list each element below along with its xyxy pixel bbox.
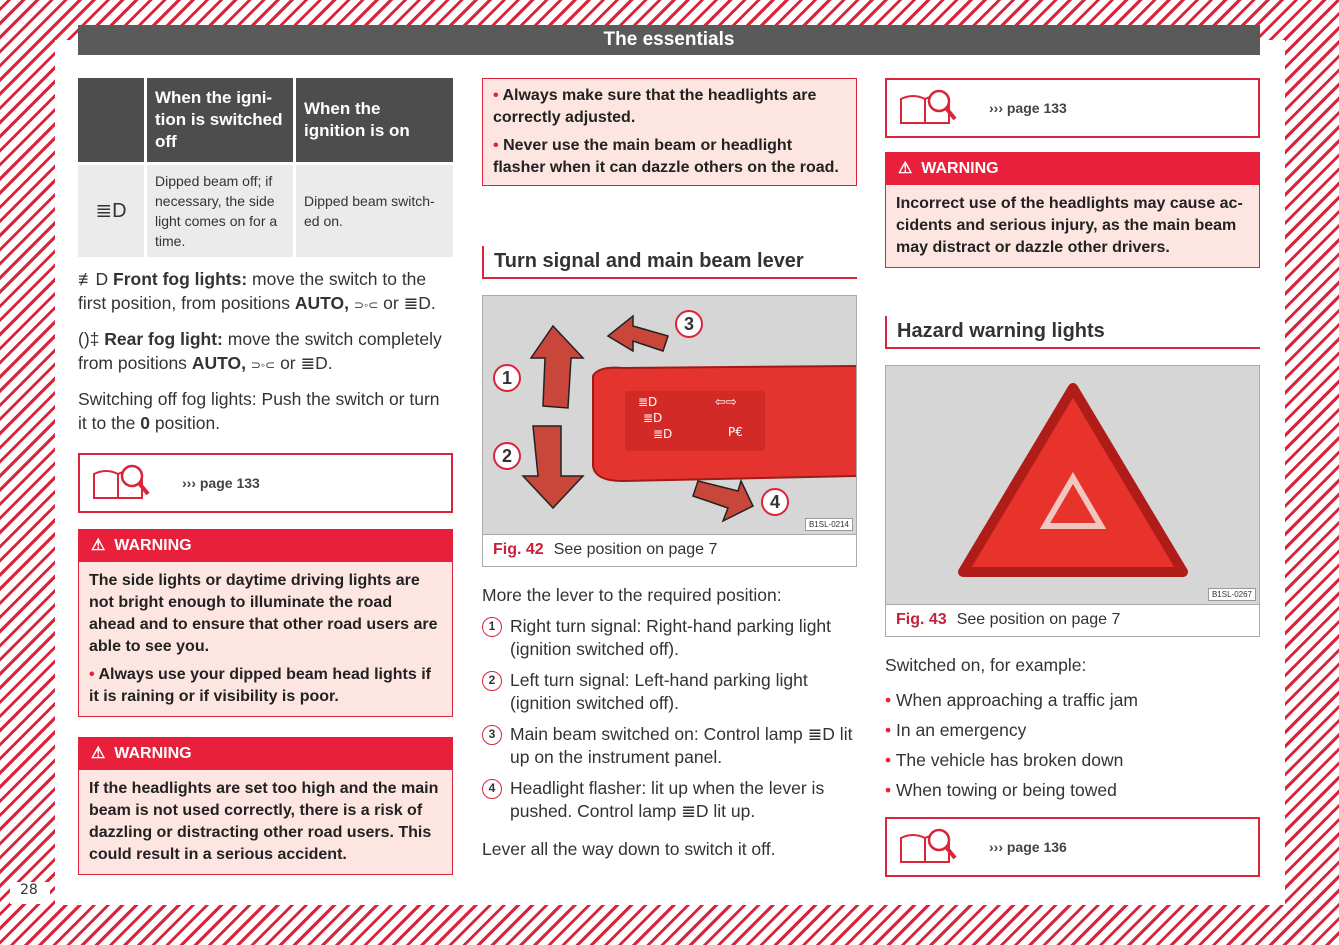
- side-light-icon: ⊃◦⊂: [250, 358, 276, 372]
- warning-text: Incorrect use of the headlights may cause ac-cidents and serious injury, as the main beam may distract or dazzle other drivers.: [886, 185, 1259, 267]
- side-light-icon: ⊃◦⊂: [353, 298, 379, 312]
- callout-4: 4: [761, 488, 789, 516]
- column-2: [482, 78, 857, 861]
- intro-text: Switched on, for example:: [885, 655, 1087, 675]
- section-heading: Turn signal and main beam lever: [482, 246, 857, 279]
- list-item: 2 Left turn signal: Left-hand parking light (ignition switched off).: [482, 669, 857, 715]
- dipped-beam-icon: ≣D.: [403, 293, 436, 313]
- callout-3: 3: [675, 310, 703, 338]
- callout-2: 2: [493, 442, 521, 470]
- table-header-icon: [78, 78, 144, 162]
- list-item: • The vehicle has broken down: [885, 750, 1124, 770]
- table-row: [78, 162, 453, 257]
- dipped-beam-icon: ≣D: [78, 162, 144, 257]
- figure-43: [885, 365, 1260, 637]
- warning-box: ⚠ WARNING Incorrect use of the headlights may cause ac-cidents and serious injury, as the main beam may distract or dazzle other drivers.: [885, 152, 1260, 268]
- svg-text:≣D: ≣D: [638, 395, 658, 409]
- intro-text: More the lever to the required position:: [482, 585, 782, 605]
- page-number: 28: [10, 882, 50, 904]
- figure-code: B1SL-0267: [1208, 588, 1256, 601]
- section-heading: Hazard warning lights: [885, 316, 1260, 349]
- page-reference-link[interactable]: ››› page 136: [885, 817, 1260, 877]
- outro-text: Lever all the way down to switch it off.: [482, 839, 776, 859]
- note-box: • Always make sure that the headlights are correctly adjusted. • Never use the main beam or headlight flasher when it can dazzle others on the road.: [482, 78, 857, 186]
- list-item: 1 Right turn signal: Right-hand parking light (ignition switched off).: [482, 615, 857, 661]
- lights-table: [75, 78, 456, 257]
- warning-triangle-icon: ⚠: [898, 160, 913, 177]
- warning-text: The side lights or daytime driving lights are not bright enough to illuminate the road ahead and to ensure that other road users are able to see you.: [89, 572, 438, 655]
- rear-fog-paragraph: ()‡ Rear fog light: move the switch completely from positions AUTO, ⊃◦⊂ or ≣D.: [78, 329, 442, 373]
- hazard-triangle-illustration: [886, 366, 1259, 604]
- table-cell-off: Dipped beam off; if necessary, the side light comes on for a time.: [147, 162, 293, 257]
- front-fog-paragraph: ≢D Front fog lights: move the switch to the first position, from positions AUTO, ⊃◦⊂ or ≣D.: [78, 269, 436, 313]
- dipped-beam-icon: ≣D.: [300, 353, 333, 373]
- front-fog-icon: ≢D: [78, 269, 109, 289]
- figure-code: B1SL-0214: [805, 518, 853, 531]
- book-search-icon: [897, 826, 959, 869]
- bullet-icon: •: [493, 137, 499, 154]
- svg-text:P€: P€: [728, 425, 743, 439]
- svg-text:⇦⇨: ⇦⇨: [715, 395, 737, 410]
- figure-caption: Fig. 42 See position on page 7: [483, 534, 856, 566]
- bullet-icon: •: [89, 666, 95, 683]
- list-item: 3 Main beam switched on: Control lamp ≣D lit up on the instrument panel.: [482, 723, 857, 769]
- warning-triangle-icon: ⚠: [91, 745, 106, 762]
- column-1: [78, 78, 453, 875]
- table-header-on: When the ignition is on: [296, 78, 453, 162]
- warning-box: ⚠ WARNING If the headlights are set too high and the main beam is not used correctly, there is a risk of dazzling or distracting other road users. This could result in a serious accident.: [78, 737, 453, 875]
- table-header-off: When the igni-tion is switched off: [147, 78, 293, 162]
- lever-illustration: [483, 296, 856, 534]
- warning-triangle-icon: ⚠: [91, 537, 106, 554]
- list-item: • When towing or being towed: [885, 780, 1117, 800]
- svg-text:≣D: ≣D: [643, 411, 663, 425]
- book-search-icon: [90, 462, 152, 505]
- rear-fog-icon: ()‡: [78, 329, 100, 349]
- list-item: • In an emergency: [885, 720, 1027, 740]
- warning-text: If the headlights are set too high and the main beam is not used correctly, there is a risk of dazzling or distracting other road users. This could result in a serious accident.: [79, 770, 452, 874]
- table-cell-on: Dipped beam switch-ed on.: [296, 162, 453, 257]
- figure-caption: Fig. 43 See position on page 7: [886, 604, 1259, 636]
- book-search-icon: [897, 87, 959, 130]
- column-3: [885, 78, 1260, 877]
- bullet-list: [885, 685, 1260, 805]
- list-item: 4 Headlight flasher: lit up when the lever is pushed. Control lamp ≣D lit up.: [482, 777, 857, 823]
- warning-box: ⚠ WARNING The side lights or daytime driving lights are not bright enough to illuminate the road ahead and to ensure that other road users are able to see you. • Always use your dipped beam head lights if it is raining or if visibility is poor.: [78, 529, 453, 717]
- switch-off-paragraph: Switching off fog lights: Push the switch or turn it to the 0 position.: [78, 389, 440, 433]
- list-item: • When approaching a traffic jam: [885, 690, 1138, 710]
- svg-text:≣D: ≣D: [653, 427, 673, 441]
- section-header: The essentials: [78, 25, 1260, 55]
- page-reference-link[interactable]: ››› page 133: [78, 453, 453, 513]
- figure-42: [482, 295, 857, 567]
- callout-1: 1: [493, 364, 521, 392]
- page-reference-link[interactable]: ››› page 133: [885, 78, 1260, 138]
- bullet-icon: •: [493, 87, 499, 104]
